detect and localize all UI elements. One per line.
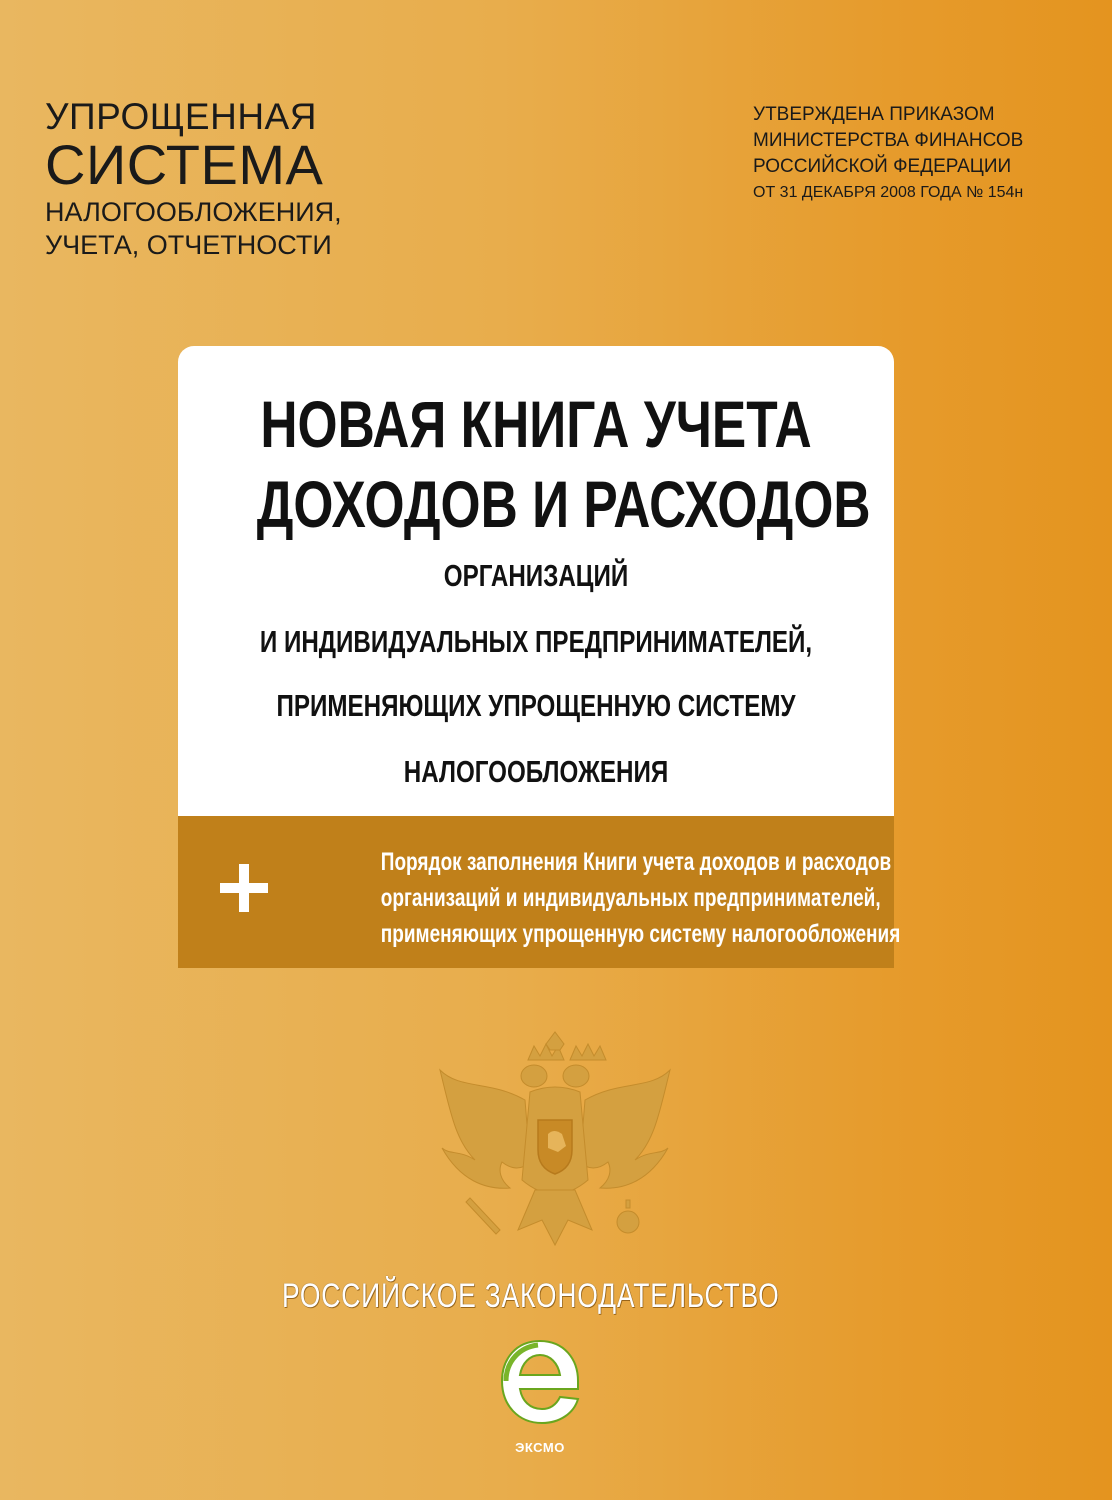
series-header — [45, 98, 342, 259]
title-line: НОВАЯ КНИГА УЧЕТА — [260, 387, 812, 461]
series-header-line: УПРОЩЕННАЯ — [45, 96, 317, 137]
approval-line: УТВЕРЖДЕНА ПРИКАЗОМ — [753, 104, 995, 125]
eksmo-logo — [498, 1335, 582, 1433]
series-header-line: УЧЕТА, ОТЧЕТНОСТИ — [45, 230, 332, 260]
supplement-line: организаций и индивидуальных предпринимателей, — [380, 884, 881, 912]
supplement-band — [178, 816, 901, 968]
series-name: РОССИЙСКОЕ ЗАКОНОДАТЕЛЬСТВО — [282, 1277, 780, 1315]
supplement-line: применяющих упрощенную систему налогообложения — [380, 920, 901, 948]
subtitle-line: И ИНДИВИДУАЛЬНЫХ ПРЕДПРИНИМАТЕЛЕЙ, — [259, 624, 813, 659]
approval-line: РОССИЙСКОЙ ФЕДЕРАЦИИ — [753, 156, 1012, 177]
double-headed-eagle-emblem — [430, 1030, 680, 1270]
supplement-text — [232, 844, 901, 952]
approval-line: МИНИСТЕРСТВА ФИНАНСОВ — [753, 130, 1024, 151]
publisher-name: ЭКСМО — [515, 1440, 565, 1455]
title-card — [178, 346, 894, 816]
supplement-line: Порядок заполнения Книги учета доходов и расходов — [380, 848, 892, 876]
subtitle-line: НАЛОГООБЛОЖЕНИЯ — [403, 754, 669, 789]
subtitle-line: ОРГАНИЗАЦИЙ — [443, 558, 629, 593]
approval-note — [753, 102, 1023, 206]
subtitle-line: ПРИМЕНЯЮЩИХ УПРОЩЕННУЮ СИСТЕМУ — [276, 688, 796, 723]
title-line: ДОХОДОВ И РАСХОДОВ — [256, 467, 871, 541]
series-header-line: СИСТЕМА — [45, 133, 324, 196]
series-header-line: НАЛОГООБЛОЖЕНИЯ, — [45, 197, 342, 227]
approval-line: ОТ 31 ДЕКАБРЯ 2008 ГОДА № 154н — [753, 184, 1024, 201]
